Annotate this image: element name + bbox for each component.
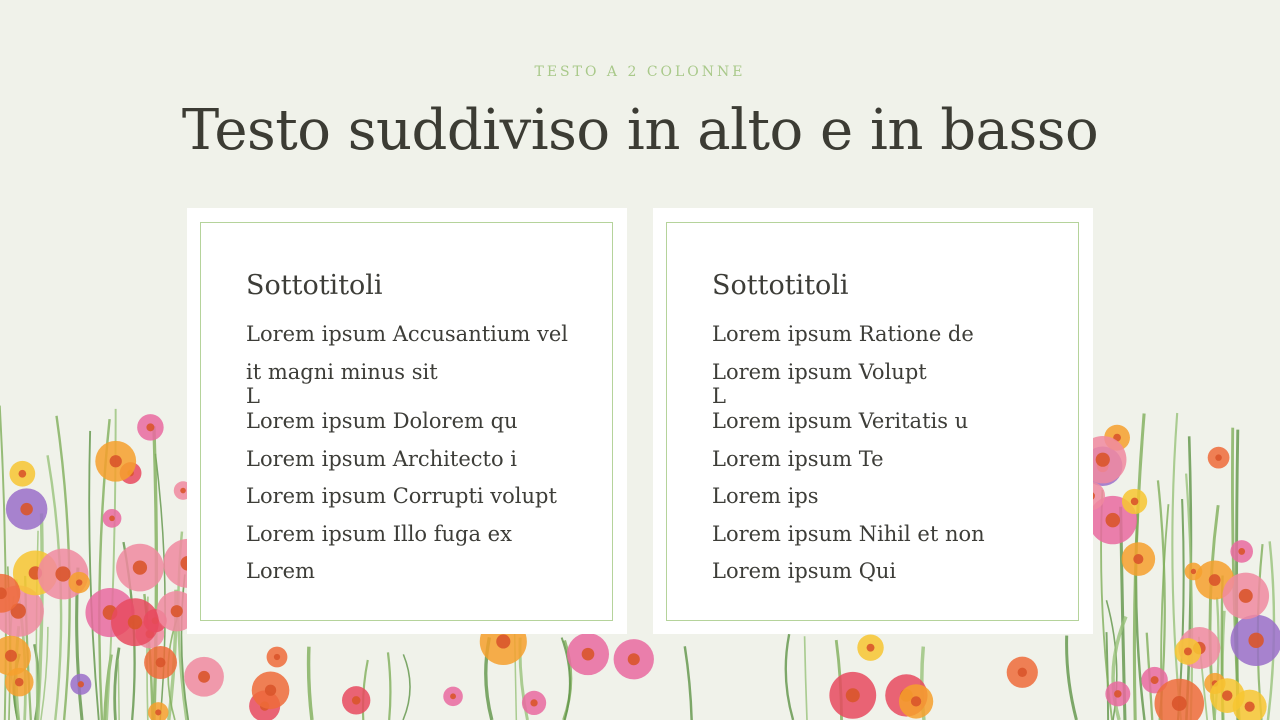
flower-center-icon <box>15 678 24 687</box>
column-text-line: Lorem ipsum Dolorem qu <box>246 409 518 433</box>
flower-center-icon <box>1222 690 1232 700</box>
flower-center-icon <box>78 681 84 687</box>
flower-center-icon <box>1215 454 1222 461</box>
column-text-line: Lorem ipsum Ratione de <box>712 322 974 346</box>
column-text-line: Lorem ipsum Corrupti volupt <box>246 484 557 508</box>
flower-center-icon <box>1184 647 1192 655</box>
column-text-line: Lorem <box>246 559 315 583</box>
flower-center-icon <box>530 699 537 706</box>
column-text-line: Lorem ipsum Qui <box>712 559 897 583</box>
flower-center-icon <box>1018 668 1027 677</box>
flower-center-icon <box>628 653 640 665</box>
flower-center-icon <box>156 658 166 668</box>
flower-center-icon <box>146 423 154 431</box>
flower-center-icon <box>1209 574 1221 586</box>
flower-center-icon <box>5 650 17 662</box>
text-column-right <box>653 208 1093 634</box>
column-text-line: L <box>712 384 726 408</box>
flower-center-icon <box>450 693 456 699</box>
flower-center-icon <box>582 648 595 661</box>
column-text-line: Lorem ipsum Nihil et non <box>712 522 985 546</box>
flower-center-icon <box>109 516 115 522</box>
column-text-line: Lorem ips <box>712 484 819 508</box>
flower-center-icon <box>1245 702 1255 712</box>
flower-center-icon <box>18 470 26 478</box>
column-text-line: Lorem ipsum Illo fuga ex <box>246 522 512 546</box>
stem <box>403 654 410 720</box>
flower-center-icon <box>55 566 70 581</box>
flower-center-icon <box>496 634 510 648</box>
slide-kicker: TESTO A 2 COLONNE <box>534 64 746 80</box>
flower-center-icon <box>198 671 210 683</box>
flower-center-icon <box>265 685 276 696</box>
column-text-line: Lorem ipsum Te <box>712 447 884 471</box>
stem <box>388 652 390 720</box>
stem <box>1067 636 1077 720</box>
column-text-line: Lorem ipsum Accusantium vel <box>246 322 569 346</box>
stem <box>118 660 119 720</box>
flower-center-icon <box>1131 498 1139 506</box>
flower-center-icon <box>1133 554 1143 564</box>
flower-center-icon <box>867 644 875 652</box>
stem <box>1172 413 1181 720</box>
stem <box>309 647 312 720</box>
flower-center-icon <box>1114 690 1121 697</box>
flower-center-icon <box>1238 548 1245 555</box>
flower-center-icon <box>76 579 82 585</box>
text-column-left <box>187 208 627 634</box>
slide-title: Testo suddiviso in alto e in basso <box>181 98 1099 163</box>
stem <box>805 636 807 720</box>
flower-center-icon <box>1106 513 1121 528</box>
flower-center-icon <box>180 488 186 494</box>
flower-center-icon <box>846 688 860 702</box>
column-text-line: Lorem ipsum Architecto i <box>246 447 518 471</box>
column-text-line: L <box>246 384 260 408</box>
flower-center-icon <box>1096 453 1110 467</box>
stem <box>786 634 793 720</box>
column-text-line: Lorem ipsum Veritatis u <box>712 409 969 433</box>
column-text-line: Lorem ipsum Volupt <box>712 360 927 384</box>
flower-center-icon <box>274 654 280 660</box>
flower-center-icon <box>911 696 921 706</box>
flower-center-icon <box>20 503 32 515</box>
flower-center-icon <box>1239 589 1253 603</box>
stem <box>89 431 99 720</box>
flower-center-icon <box>128 615 142 629</box>
flower-center-icon <box>110 455 122 467</box>
flower-center-icon <box>133 560 147 574</box>
flower-center-icon <box>352 696 361 705</box>
flower-center-icon <box>171 605 183 617</box>
flower-center-icon <box>1191 569 1196 574</box>
flower-center-icon <box>1151 676 1159 684</box>
flower-center-icon <box>1248 633 1263 648</box>
stem <box>685 646 692 720</box>
column-text-line: it magni minus sit <box>246 360 438 384</box>
column-subtitle: Sottotitoli <box>712 270 849 301</box>
column-subtitle: Sottotitoli <box>246 270 383 301</box>
flower-center-icon <box>1172 696 1187 711</box>
flower-center-icon <box>155 709 161 715</box>
